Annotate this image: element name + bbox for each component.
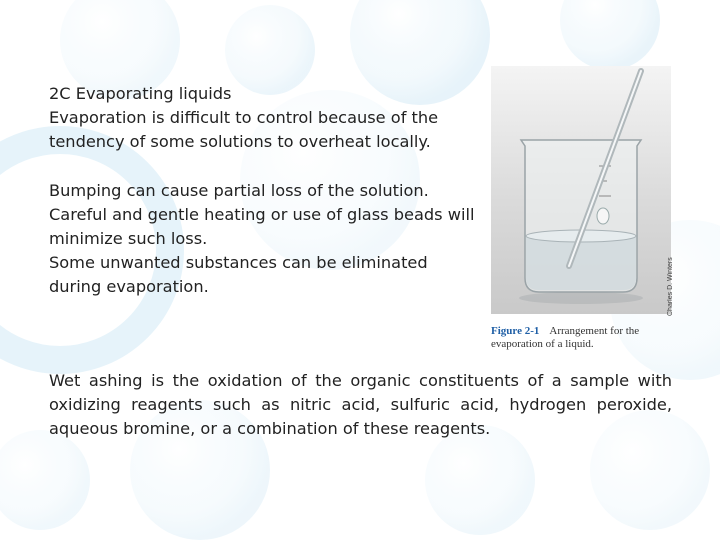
main-text-block bbox=[49, 82, 479, 300]
beaker-photo bbox=[491, 66, 671, 314]
paragraph-unwanted-substances: Some unwanted substances can be eliminated during evaporation. bbox=[49, 253, 428, 297]
figure-caption-text: Arrangement for the evaporation of a liquid. bbox=[491, 325, 640, 350]
paragraph-evaporation: Evaporation is difficult to control because of the tendency of some solutions to overheat locally. bbox=[49, 108, 439, 152]
bumping-text: can cause partial loss of the solution. Careful and gentle heating or use of glass beads will minimize such loss. bbox=[49, 180, 475, 249]
slide-heading: 2C Evaporating liquids bbox=[49, 84, 232, 103]
photo-credit: Charles D. Winters bbox=[667, 257, 674, 316]
bumping-term: Bumping bbox=[49, 180, 122, 200]
figure-label: Figure 2-1 bbox=[491, 325, 540, 337]
paragraph-wet-ashing: Wet ashing is the oxidation of the organic constituents of a sample with oxidizing reagents such as nitric acid, sulfuric acid, hydrogen peroxide, aqueous bromine, or a combination of these reagents. bbox=[49, 371, 672, 439]
beaker-illustration bbox=[491, 66, 671, 314]
paragraph-bumping bbox=[49, 179, 479, 252]
figure-caption bbox=[491, 325, 681, 351]
figure-2-1 bbox=[491, 66, 681, 356]
